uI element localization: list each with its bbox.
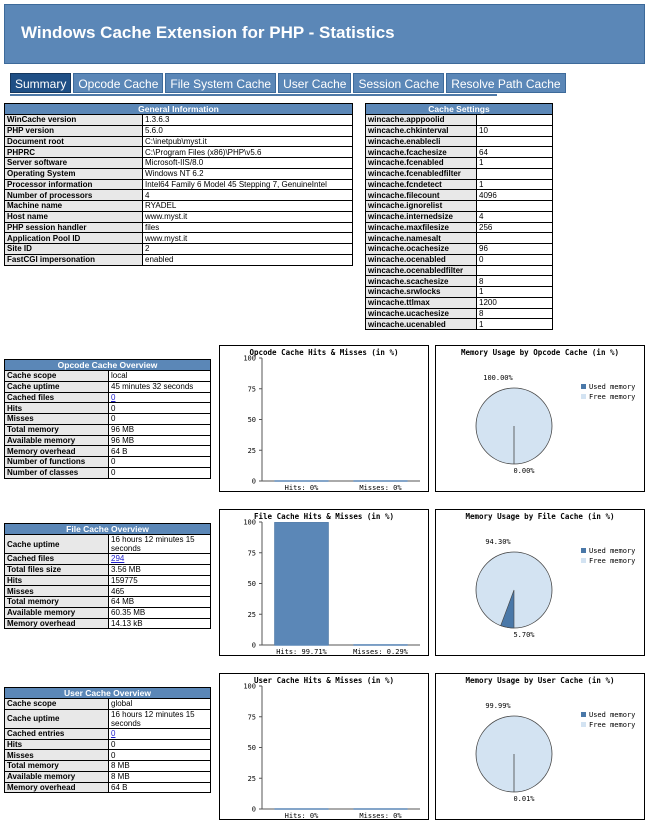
row-value: 64 B <box>109 446 211 457</box>
row-label: Hits <box>5 403 109 414</box>
row-label: Available memory <box>5 435 109 446</box>
row-value: 8 MB <box>109 771 211 782</box>
row-value: 1 <box>477 287 553 298</box>
table-row <box>5 750 211 761</box>
row-label: PHPRC <box>5 147 143 158</box>
table-row <box>5 457 211 468</box>
table-row <box>366 244 553 255</box>
row-label: Number of classes <box>5 467 109 478</box>
row-value <box>477 233 553 244</box>
row-label: Misses <box>5 414 109 425</box>
row-label: Cached files <box>5 392 109 403</box>
chart-canvas <box>220 510 428 655</box>
file-cache-overview-table <box>4 523 211 629</box>
user-memory-usage-chart <box>435 673 645 820</box>
table-row <box>366 115 553 126</box>
row-value: 0 <box>477 254 553 265</box>
table-row <box>5 771 211 782</box>
table-row <box>5 201 353 212</box>
table-row <box>5 699 211 710</box>
row-value <box>477 136 553 147</box>
y-tick-label: 0 <box>251 805 256 814</box>
y-tick-label: 100 <box>243 354 256 363</box>
row-value: C:\Program Files (x86)\PHP\v5.6 <box>143 147 353 158</box>
row-value: 96 <box>477 244 553 255</box>
table-row <box>5 782 211 793</box>
table-row <box>5 244 353 255</box>
row-label: Cached files <box>5 554 109 565</box>
row-value <box>109 392 211 403</box>
table-row <box>5 564 211 575</box>
chart-title: File Cache Hits & Misses (in %) <box>254 512 394 521</box>
row-value: enabled <box>143 254 353 265</box>
row-label: Misses <box>5 586 109 597</box>
row-value: 256 <box>477 222 553 233</box>
row-value: 0 <box>109 457 211 468</box>
table-row <box>5 392 211 403</box>
opcode-cache-overview-table <box>4 359 211 479</box>
row-value: 64 B <box>109 782 211 793</box>
row-value: 1 <box>477 319 553 330</box>
row-label: Cache uptime <box>5 535 109 554</box>
row-value: www.myst.it <box>143 211 353 222</box>
row-label: wincache.fcachesize <box>366 147 477 158</box>
row-value: 0 <box>109 414 211 425</box>
row-label: Memory overhead <box>5 446 109 457</box>
table-row <box>5 414 211 425</box>
cached-count-link[interactable]: 294 <box>111 554 125 564</box>
row-label: wincache.ocenabledfilter <box>366 265 477 276</box>
table-row <box>5 728 211 739</box>
row-label: Operating System <box>5 168 143 179</box>
row-label: wincache.ttlmax <box>366 297 477 308</box>
table-row <box>5 575 211 586</box>
row-label: Cache scope <box>5 371 109 382</box>
row-value <box>477 201 553 212</box>
row-label: wincache.ucenabled <box>366 319 477 330</box>
row-value: 8 <box>477 276 553 287</box>
legend-swatch-free <box>581 722 586 727</box>
y-tick-label: 0 <box>251 477 256 486</box>
table-row <box>366 125 553 136</box>
row-label: Document root <box>5 136 143 147</box>
row-label: wincache.maxfilesize <box>366 222 477 233</box>
row-value: 0 <box>109 403 211 414</box>
bar <box>275 522 329 645</box>
legend-swatch-used <box>581 548 586 553</box>
chart-title: Memory Usage by Opcode Cache (in %) <box>460 348 620 357</box>
y-tick-label: 25 <box>247 446 256 455</box>
cached-count-link[interactable]: 0 <box>111 729 116 739</box>
table-row <box>366 136 553 147</box>
table-row <box>5 446 211 457</box>
table-row <box>5 136 353 147</box>
row-value <box>109 728 211 739</box>
row-value: 1200 <box>477 297 553 308</box>
page-title: Windows Cache Extension for PHP - Statistics <box>21 23 395 42</box>
row-value: 1 <box>477 158 553 169</box>
table-row <box>5 761 211 772</box>
row-value <box>477 265 553 276</box>
table-row <box>5 371 211 382</box>
row-label: wincache.ocachesize <box>366 244 477 255</box>
tab-user-cache[interactable]: User Cache <box>278 73 351 93</box>
table-title: Cache Settings <box>366 104 553 115</box>
file-hits-misses-chart <box>219 509 429 656</box>
table-row <box>5 125 353 136</box>
table-row <box>5 158 353 169</box>
tab-bar <box>10 73 566 93</box>
y-tick-label: 100 <box>243 682 256 691</box>
legend-swatch-used <box>581 384 586 389</box>
tab-underline <box>10 94 497 96</box>
row-label: Available memory <box>5 607 109 618</box>
table-row <box>5 597 211 608</box>
y-tick-label: 75 <box>247 385 256 394</box>
row-label: Site ID <box>5 244 143 255</box>
x-tick-label: Hits: 0% <box>284 812 319 819</box>
table-title: General Information <box>5 104 353 115</box>
table-row <box>5 403 211 414</box>
row-value <box>477 168 553 179</box>
row-label: Cached entries <box>5 728 109 739</box>
row-value <box>109 554 211 565</box>
tab-summary[interactable]: Summary <box>10 73 71 93</box>
tab-opcode-cache[interactable]: Opcode Cache <box>73 73 163 93</box>
y-tick-label: 0 <box>251 641 256 650</box>
table-row <box>5 467 211 478</box>
table-row <box>366 158 553 169</box>
row-label: wincache.enablecli <box>366 136 477 147</box>
chart-canvas <box>436 510 644 655</box>
row-label: wincache.chkinterval <box>366 125 477 136</box>
pie-label-used: 0.01% <box>513 795 535 803</box>
row-value: RYADEL <box>143 201 353 212</box>
row-value: 14.13 kB <box>109 618 211 629</box>
row-label: wincache.ignorelist <box>366 201 477 212</box>
table-row <box>5 424 211 435</box>
table-row <box>5 535 211 554</box>
row-label: Processor information <box>5 179 143 190</box>
table-title: Opcode Cache Overview <box>5 360 211 371</box>
pie-label-used: 5.70% <box>513 631 535 639</box>
legend-swatch-used <box>581 712 586 717</box>
row-label: Number of functions <box>5 457 109 468</box>
table-row <box>5 115 353 126</box>
row-label: wincache.ucachesize <box>366 308 477 319</box>
table-row <box>5 618 211 629</box>
row-value: 4096 <box>477 190 553 201</box>
row-value: Intel64 Family 6 Model 45 Stepping 7, GenuineIntel <box>143 179 353 190</box>
table-row <box>366 211 553 222</box>
user-hits-misses-chart <box>219 673 429 820</box>
table-row <box>5 233 353 244</box>
row-label: Available memory <box>5 771 109 782</box>
tab-file-system-cache[interactable]: File System Cache <box>165 73 276 93</box>
row-label: wincache.fcndetect <box>366 179 477 190</box>
page-header <box>4 4 645 64</box>
row-value: 0 <box>109 750 211 761</box>
row-value: 96 MB <box>109 435 211 446</box>
row-label: Number of processors <box>5 190 143 201</box>
table-row <box>366 254 553 265</box>
row-label: FastCGI impersonation <box>5 254 143 265</box>
row-value: 10 <box>477 125 553 136</box>
row-value: 60.35 MB <box>109 607 211 618</box>
legend-label-free: Free memory <box>589 557 636 565</box>
table-row <box>5 554 211 565</box>
chart-title: User Cache Hits & Misses (in %) <box>254 676 394 685</box>
row-value: 2 <box>143 244 353 255</box>
table-row <box>5 435 211 446</box>
row-value: 5.6.0 <box>143 125 353 136</box>
table-row <box>366 319 553 330</box>
table-row <box>5 222 353 233</box>
pie-label-free: 94.30% <box>485 538 511 546</box>
row-label: wincache.scachesize <box>366 276 477 287</box>
y-tick-label: 25 <box>247 610 256 619</box>
table-title: File Cache Overview <box>5 524 211 535</box>
table-row <box>366 265 553 276</box>
row-value: local <box>109 371 211 382</box>
row-label: wincache.ocenabled <box>366 254 477 265</box>
row-label: wincache.filecount <box>366 190 477 201</box>
x-tick-label: Hits: 0% <box>284 484 319 491</box>
row-value: 4 <box>477 211 553 222</box>
legend-label-used: Used memory <box>589 547 636 555</box>
table-row <box>366 233 553 244</box>
table-row <box>366 276 553 287</box>
table-row <box>366 222 553 233</box>
table-row <box>5 739 211 750</box>
cached-count-link[interactable]: 0 <box>111 392 116 402</box>
row-label: wincache.namesalt <box>366 233 477 244</box>
row-value: 4 <box>143 190 353 201</box>
row-value: global <box>109 699 211 710</box>
row-value: 64 MB <box>109 597 211 608</box>
row-label: Memory overhead <box>5 782 109 793</box>
table-row <box>366 308 553 319</box>
row-value <box>477 115 553 126</box>
row-label: Application Pool ID <box>5 233 143 244</box>
row-value: 0 <box>109 739 211 750</box>
row-value: 1 <box>477 179 553 190</box>
row-label: wincache.internedsize <box>366 211 477 222</box>
y-tick-label: 50 <box>247 744 256 752</box>
x-tick-label: Misses: 0.29% <box>353 648 408 655</box>
y-tick-label: 75 <box>247 549 256 558</box>
chart-canvas <box>220 674 428 819</box>
row-value: 8 <box>477 308 553 319</box>
general-information-table <box>4 103 353 266</box>
file-memory-usage-chart <box>435 509 645 656</box>
row-value: www.myst.it <box>143 233 353 244</box>
y-tick-label: 75 <box>247 713 256 722</box>
y-tick-label: 100 <box>243 518 256 527</box>
row-label: wincache.fcenabled <box>366 158 477 169</box>
table-row <box>366 201 553 212</box>
x-tick-label: Misses: 0% <box>359 812 402 819</box>
row-label: Cache scope <box>5 699 109 710</box>
y-tick-label: 50 <box>247 580 256 588</box>
table-row <box>5 147 353 158</box>
table-row <box>5 168 353 179</box>
row-value: 96 MB <box>109 424 211 435</box>
row-label: Cache uptime <box>5 709 109 728</box>
row-value: 8 MB <box>109 761 211 772</box>
table-row <box>5 381 211 392</box>
row-value: Microsoft-IIS/8.0 <box>143 158 353 169</box>
pie-label-free: 99.99% <box>485 702 511 710</box>
table-row <box>366 297 553 308</box>
row-value: 465 <box>109 586 211 597</box>
row-label: wincache.fcenabledfilter <box>366 168 477 179</box>
row-value: 16 hours 12 minutes 15 seconds <box>109 709 211 728</box>
y-tick-label: 50 <box>247 416 256 424</box>
tab-session-cache[interactable]: Session Cache <box>353 73 444 93</box>
table-row <box>366 190 553 201</box>
row-label: Total memory <box>5 597 109 608</box>
row-value: 3.56 MB <box>109 564 211 575</box>
legend-label-free: Free memory <box>589 721 636 729</box>
row-label: Total memory <box>5 424 109 435</box>
row-value: C:\inetpub\myst.it <box>143 136 353 147</box>
row-label: PHP version <box>5 125 143 136</box>
pie-label-free: 100.00% <box>483 374 513 382</box>
row-label: Misses <box>5 750 109 761</box>
table-title: User Cache Overview <box>5 688 211 699</box>
row-value: 159775 <box>109 575 211 586</box>
chart-canvas <box>436 346 644 491</box>
user-cache-overview-table <box>4 687 211 793</box>
row-label: Cache uptime <box>5 381 109 392</box>
table-row <box>5 586 211 597</box>
table-row <box>5 179 353 190</box>
row-label: Hits <box>5 739 109 750</box>
row-value: 1.3.6.3 <box>143 115 353 126</box>
chart-canvas <box>220 346 428 491</box>
row-value: 16 hours 12 minutes 15 seconds <box>109 535 211 554</box>
y-tick-label: 25 <box>247 774 256 783</box>
row-label: WinCache version <box>5 115 143 126</box>
row-label: Hits <box>5 575 109 586</box>
opcode-memory-usage-chart <box>435 345 645 492</box>
chart-title: Memory Usage by User Cache (in %) <box>465 676 615 685</box>
chart-title: Memory Usage by File Cache (in %) <box>465 512 615 521</box>
table-row <box>5 254 353 265</box>
table-row <box>5 190 353 201</box>
cache-settings-table <box>365 103 553 330</box>
x-tick-label: Misses: 0% <box>359 484 402 491</box>
row-value: files <box>143 222 353 233</box>
legend-label-used: Used memory <box>589 711 636 719</box>
row-label: Total memory <box>5 761 109 772</box>
table-row <box>5 211 353 222</box>
legend-swatch-free <box>581 558 586 563</box>
chart-canvas <box>436 674 644 819</box>
legend-label-free: Free memory <box>589 393 636 401</box>
table-row <box>366 287 553 298</box>
row-label: wincache.srwlocks <box>366 287 477 298</box>
row-value: 0 <box>109 467 211 478</box>
table-row <box>366 147 553 158</box>
row-label: Host name <box>5 211 143 222</box>
row-value: 64 <box>477 147 553 158</box>
row-label: PHP session handler <box>5 222 143 233</box>
legend-swatch-free <box>581 394 586 399</box>
row-label: Machine name <box>5 201 143 212</box>
x-tick-label: Hits: 99.71% <box>276 648 327 655</box>
opcode-hits-misses-chart <box>219 345 429 492</box>
table-row <box>366 168 553 179</box>
row-label: Total files size <box>5 564 109 575</box>
table-row <box>5 607 211 618</box>
row-value: 45 minutes 32 seconds <box>109 381 211 392</box>
row-label: wincache.apppoolid <box>366 115 477 126</box>
table-row <box>366 179 553 190</box>
row-value: Windows NT 6.2 <box>143 168 353 179</box>
row-label: Server software <box>5 158 143 169</box>
chart-title: Opcode Cache Hits & Misses (in %) <box>249 348 399 357</box>
legend-label-used: Used memory <box>589 383 636 391</box>
table-row <box>5 709 211 728</box>
row-label: Memory overhead <box>5 618 109 629</box>
tab-resolve-path-cache[interactable]: Resolve Path Cache <box>446 73 565 93</box>
pie-label-used: 0.00% <box>513 467 535 475</box>
